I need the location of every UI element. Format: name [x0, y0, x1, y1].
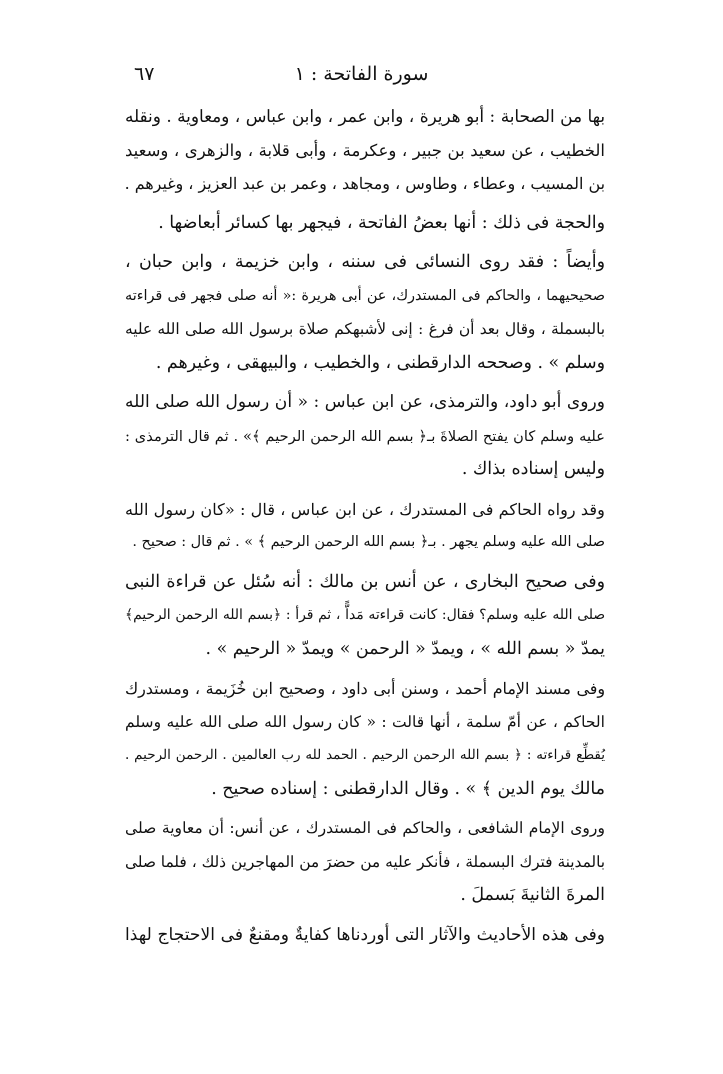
- text-line: مالك يوم الدين ﴾ » . وقال الدارقطنى : إسناده صحيح .: [211, 778, 605, 799]
- paragraph: [125, 812, 605, 913]
- text-line: بالمدينة فترك البسملة ، فأنكر عليه من حضرَ من المهاجرين ذلك ، فلما صلى: [125, 852, 605, 871]
- paragraph: [125, 100, 605, 201]
- text-line: وليس إسناده بذاك .: [461, 459, 605, 479]
- text-line: يُقطِّع قراءته : ﴿ بسم الله الرحمن الرحيم . الحمد لله رب العالمين . الرحمن الرحيم .: [125, 747, 605, 763]
- text-line: صلى الله عليه وسلم؟ فقال: كانت قراءته مَداًّ ، ثم قرأ : ﴿بسم الله الرحمن الرحيم﴾: [125, 607, 605, 623]
- text-line: عليه وسلم كان يفتح الصلاةَ بـ﴿ بسم الله الرحمن الرحيم ﴾» . ثم قال الترمذى :: [125, 427, 605, 445]
- text-line: والحجة فى ذلك : أنها بعضُ الفاتحة ، فيجهر بها كسائر أبعاضها .: [158, 212, 605, 233]
- paragraph: [125, 246, 605, 380]
- paragraph: [125, 207, 605, 241]
- text-line: الحاكم ، عن أمّ سلمة ، أنها قالت : « كان رسول الله صلى الله عليه وسلم: [125, 712, 605, 731]
- page-number: ٦٧: [134, 63, 155, 85]
- running-header: [120, 60, 603, 88]
- text-line: المرةَ الثانيةَ بَسملَ .: [460, 885, 605, 905]
- paragraph: [125, 493, 605, 560]
- text-line: بالبسملة ، وقال بعد أن فرغ : إنى لأشبهكم صلاة برسول الله صلى الله عليه: [125, 320, 605, 338]
- paragraph: [125, 386, 605, 487]
- text-line: يمدّ « بسم الله » ، ويمدّ « الرحمن » ويمدّ « الرحيم » .: [205, 638, 605, 659]
- text-line: وفى صحيح البخارى ، عن أنس بن مالك : أنه سُئل عن قراءة النبى: [125, 571, 605, 592]
- text-line: وفى هذه الأحاديث والآثار التى أوردناها كفايةٌ ومقنعٌ فى الاحتجاج لهذا: [125, 924, 605, 945]
- text-line: وقد رواه الحاكم فى المستدرك ، عن ابن عباس ، قال : «كان رسول الله: [125, 499, 605, 519]
- paragraph: [125, 919, 605, 953]
- text-line: صحيحيهما ، والحاكم فى المستدرك، عن أبى هريرة :« أنه صلى فجهر فى قراءته: [125, 287, 605, 304]
- text-line: بها من الصحابة : أبو هريرة ، وابن عمر ، وابن عباس ، ومعاوية . ونقله: [125, 106, 605, 126]
- text-line: بن المسيب ، وعطاء ، وطاوس ، ومجاهد ، وعمر بن عبد العزيز ، وغيرهم .: [124, 174, 605, 193]
- text-line: وروى الإمام الشافعى ، والحاكم فى المستدرك ، عن أنس: أن معاوية صلى: [125, 819, 605, 837]
- paragraph: [125, 566, 605, 667]
- text-line: صلى الله عليه وسلم يجهر . بـ﴿ بسم الله الرحمن الرحيم ﴾ » . ثم قال : صحيح .: [132, 534, 605, 550]
- text-line: وروى أبو داود، والترمذى، عن ابن عباس : « أن رسول الله صلى الله: [125, 392, 605, 412]
- running-title: سورة الفاتحة : ١: [294, 63, 429, 85]
- text-line: الخطيب ، عن سعيد بن جبير ، وعكرمة ، وأبى قلابة ، والزهرى ، وسعيد: [125, 140, 605, 160]
- body-text: [125, 100, 605, 952]
- text-line: وفى مسند الإمام أحمد ، وسنن أبى داود ، وصحيح ابن خُزَيمة ، ومستدرك: [125, 679, 605, 698]
- text-line: وأيضاً : فقد روى النسائى فى سننه ، وابن خزيمة ، وابن حبان ،: [125, 252, 605, 272]
- paragraph: [125, 672, 605, 806]
- text-line: وسلم » . وصححه الدارقطنى ، والخطيب ، والبيهقى ، وغيرهم .: [155, 352, 605, 373]
